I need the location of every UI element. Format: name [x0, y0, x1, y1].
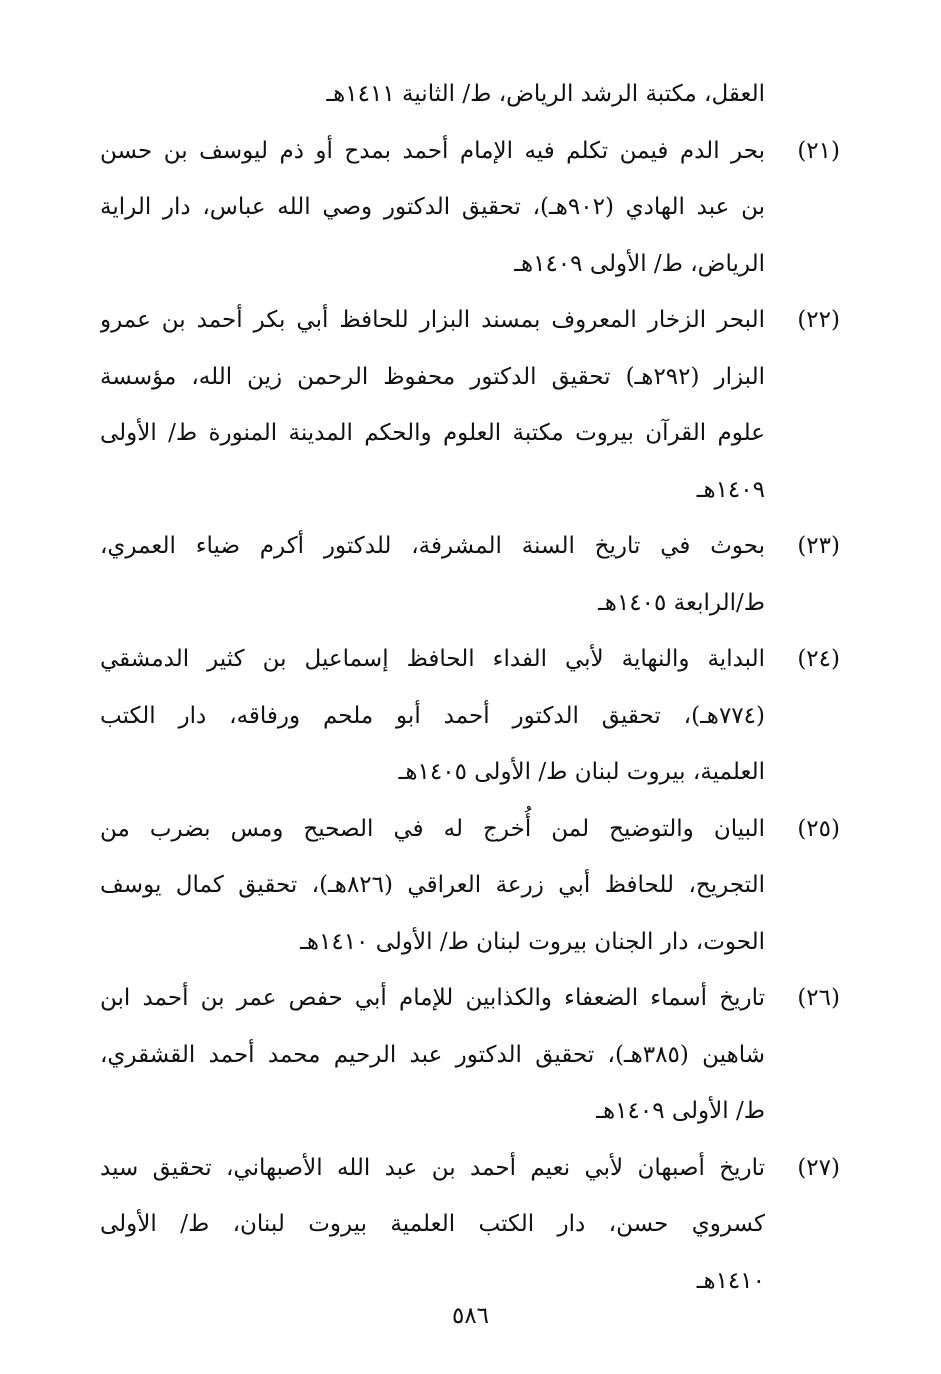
page-number: ٥٨٦	[451, 1303, 490, 1329]
entry-line: ١٤٠٩هـ	[696, 476, 765, 503]
entry-text: بحر الدم فيمن تكلم فيه الإمام أحمد بمدح أو ذم ليوسف بن حسن	[100, 137, 765, 164]
bibliography-entry-24	[100, 631, 840, 801]
bibliography-entry-25	[100, 801, 840, 971]
entry-line	[100, 518, 840, 575]
bibliography-entry-22	[100, 292, 840, 518]
entry-text: البيان والتوضيح لمن أُخرج له في الصحيح ومس بضرب من	[100, 815, 765, 842]
entry-line: شاهين (٣٨٥هـ)، تحقيق الدكتور عبد الرحيم محمد أحمد القشقري،	[100, 1041, 765, 1068]
entry-line: ١٤١٠هـ	[696, 1267, 765, 1294]
bibliography-entry-27	[100, 1140, 840, 1310]
entry-line	[100, 1140, 840, 1197]
entry-number: (٢٥)	[797, 815, 840, 842]
entry-text: البداية والنهاية لأبي الفداء الحافظ إسماعيل بن كثير الدمشقي	[100, 646, 765, 672]
intro-line: العقل، مكتبة الرشد الرياض، ط/ الثانية ١٤١١هـ	[326, 81, 765, 107]
entry-text: تاريخ أصبهان لأبي نعيم أحمد بن عبد الله الأصبهاني، تحقيق سيد	[100, 1154, 765, 1181]
bibliography-entry-23	[100, 518, 840, 631]
entry-number: (٢٦)	[797, 985, 840, 1011]
entry-line	[100, 123, 840, 180]
entry-line: ط/ الأولى ١٤٠٩هـ	[596, 1098, 765, 1124]
entry-text: البحر الزخار المعروف بمسند البزار للحافظ أبي بكر أحمد بن عمرو	[100, 307, 765, 333]
entry-line	[100, 631, 840, 688]
bibliography-entry-21	[100, 123, 840, 293]
entry-line: بن عبد الهادي (٩٠٢هـ)، تحقيق الدكتور وصي الله عباس، دار الراية	[100, 194, 765, 220]
bibliography-entry-26	[100, 970, 840, 1140]
entry-line: الرياض، ط/ الأولى ١٤٠٩هـ	[514, 250, 765, 277]
entry-text: تاريخ أسماء الضعفاء والكذابين للإمام أبي حفص عمر بن أحمد ابن	[100, 985, 765, 1011]
entry-line: التجريح، للحافظ أبي زرعة العراقي (٨٢٦هـ)، تحقيق كمال يوسف	[100, 872, 766, 898]
entry-line: كسروي حسن، دار الكتب العلمية بيروت لبنان، ط/ الأولى	[100, 1211, 765, 1237]
entry-line: ط/الرابعة ١٤٠٥هـ	[598, 589, 765, 616]
entry-number: (٢١)	[797, 137, 840, 164]
entry-line	[100, 970, 840, 1027]
entry-number: (٢٢)	[797, 307, 840, 333]
entry-line: البزار (٢٩٢هـ) تحقيق الدكتور محفوظ الرحمن زين الله، مؤسسة	[100, 363, 766, 390]
entry-line: (٧٧٤هـ)، تحقيق الدكتور أحمد أبو ملحم ورفاقه، دار الكتب	[100, 702, 765, 729]
entry-line: علوم القرآن بيروت مكتبة العلوم والحكم المدينة المنورة ط/ الأولى	[100, 420, 765, 446]
bibliography-page	[100, 66, 840, 1309]
entry-line	[100, 292, 840, 349]
entry-line: الحوت، دار الجنان بيروت لبنان ط/ الأولى ١٤١٠هـ	[300, 928, 765, 955]
entry-text: بحوث في تاريخ السنة المشرفة، للدكتور أكرم ضياء العمري،	[100, 533, 765, 559]
entry-line	[100, 801, 840, 858]
entry-number: (٢٣)	[797, 533, 840, 559]
entry-line: العلمية، بيروت لبنان ط/ الأولى ١٤٠٥هـ	[398, 759, 765, 785]
entry-number: (٢٤)	[797, 646, 840, 672]
entry-number: (٢٧)	[797, 1154, 840, 1181]
